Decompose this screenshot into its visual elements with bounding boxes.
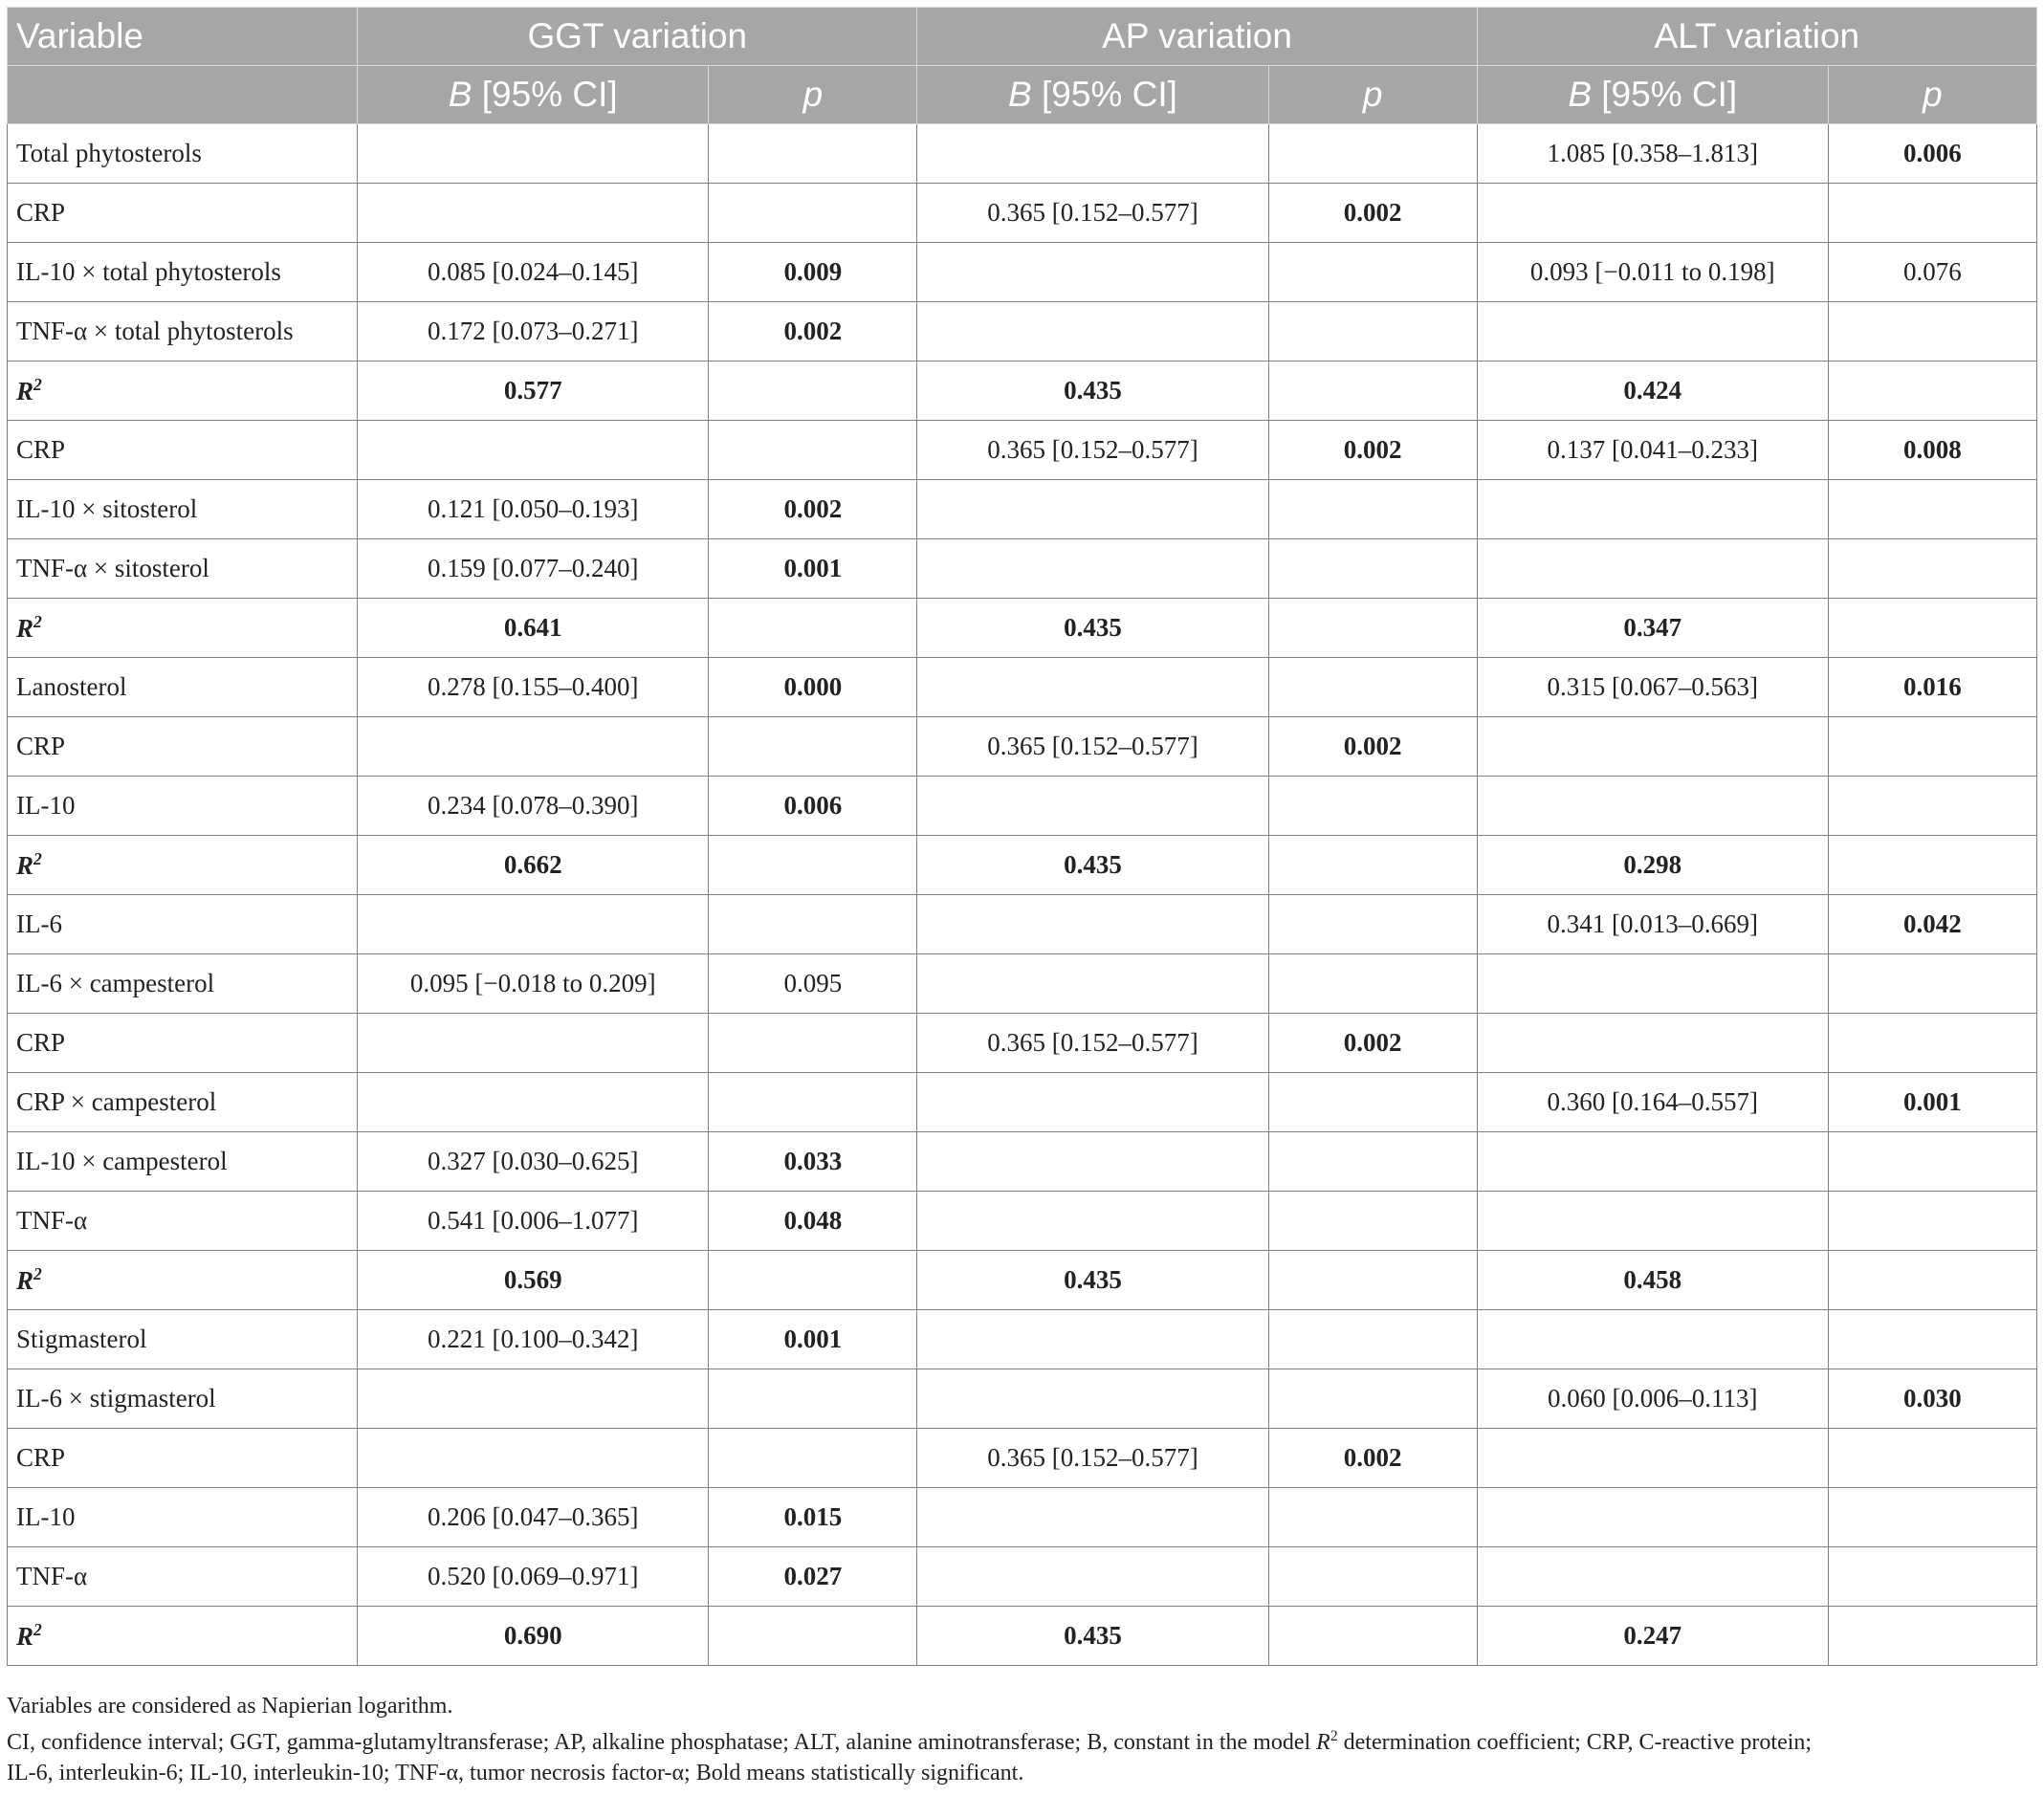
r-squared-value: 0.435 <box>917 1251 1268 1310</box>
row-label: CRP <box>8 717 358 777</box>
p-value-cell: 0.027 <box>709 1547 917 1607</box>
empty-cell <box>1828 1251 2036 1310</box>
p-value-cell: 0.048 <box>709 1192 917 1251</box>
row-label: CRP <box>8 1014 358 1073</box>
table-row <box>8 1132 2037 1192</box>
b-ci-cell: 0.278 [0.155–0.400] <box>358 658 709 717</box>
row-label <box>8 361 358 421</box>
r-squared-row <box>8 1607 2037 1666</box>
r-squared-value: 0.247 <box>1477 1607 1828 1666</box>
b-ci-cell <box>358 1429 709 1488</box>
alt-p-header <box>1828 66 2036 124</box>
row-label: IL-6 × stigmasterol <box>8 1369 358 1429</box>
header-row-stats <box>8 66 2037 124</box>
p-value-cell: 0.001 <box>709 539 917 599</box>
table-row <box>8 1488 2037 1547</box>
b-ci-cell: 0.365 [0.152–0.577] <box>917 1014 1268 1073</box>
p-value-cell <box>1828 1488 2036 1547</box>
r-squared-value: 0.458 <box>1477 1251 1828 1310</box>
p-value-cell <box>1828 480 2036 539</box>
r-squared-row <box>8 1251 2037 1310</box>
header-row-groups <box>8 8 2037 66</box>
empty-cell <box>1268 599 1477 658</box>
p-value-cell <box>709 895 917 954</box>
p-value-cell: 0.002 <box>1268 717 1477 777</box>
p-value-cell: 0.006 <box>1828 124 2036 184</box>
r-squared-value: 0.641 <box>358 599 709 658</box>
b-ci-cell <box>358 1014 709 1073</box>
r-symbol: R <box>16 1622 34 1651</box>
results-table-container <box>7 7 2037 1666</box>
r-squared-value: 0.569 <box>358 1251 709 1310</box>
row-label: CRP <box>8 184 358 243</box>
b-ci-cell: 0.137 [0.041–0.233] <box>1477 421 1828 480</box>
footnote-line-2 <box>7 1721 2037 1758</box>
b-ci-cell: 0.327 [0.030–0.625] <box>358 1132 709 1192</box>
ci-label: [95% CI] <box>472 75 618 114</box>
b-ci-cell <box>358 1369 709 1429</box>
p-value-cell <box>1828 1132 2036 1192</box>
p-value-cell <box>1828 1547 2036 1607</box>
p-value-cell <box>1828 302 2036 361</box>
b-ci-cell <box>917 480 1268 539</box>
table-row <box>8 421 2037 480</box>
p-value-cell <box>1828 954 2036 1014</box>
row-label: IL-10 × campesterol <box>8 1132 358 1192</box>
empty-cell <box>1268 1251 1477 1310</box>
b-ci-cell <box>1477 539 1828 599</box>
row-label: IL-10 <box>8 777 358 836</box>
row-label: Total phytosterols <box>8 124 358 184</box>
row-label: TNF-α <box>8 1192 358 1251</box>
table-row <box>8 954 2037 1014</box>
r-superscript: 2 <box>33 375 42 394</box>
b-ci-cell: 0.360 [0.164–0.557] <box>1477 1073 1828 1132</box>
b-ci-cell <box>1477 777 1828 836</box>
empty-cell <box>709 836 917 895</box>
empty-cell <box>1828 599 2036 658</box>
ci-label: [95% CI] <box>1592 75 1738 114</box>
b-symbol: B <box>1568 75 1592 114</box>
p-value-cell <box>709 1073 917 1132</box>
row-label: Lanosterol <box>8 658 358 717</box>
footnote-abbrev-text-cont: determination coefficient; CRP, C-reactive protein; <box>1337 1730 1813 1755</box>
r-squared-value: 0.435 <box>917 1607 1268 1666</box>
regression-table <box>7 7 2037 1666</box>
row-label <box>8 599 358 658</box>
r-squared-value: 0.424 <box>1477 361 1828 421</box>
r-squared-value: 0.435 <box>917 361 1268 421</box>
alt-variation-header: ALT variation <box>1477 8 2036 66</box>
p-value-cell: 0.076 <box>1828 243 2036 302</box>
p-value-cell <box>1828 184 2036 243</box>
p-value-cell <box>709 421 917 480</box>
r-superscript: 2 <box>33 1264 42 1283</box>
p-value-cell: 0.002 <box>1268 421 1477 480</box>
empty-cell <box>709 1607 917 1666</box>
footnote-line-3: IL-6, interleukin-6; IL-10, interleukin-10; TNF-α, tumor necrosis factor-α; Bold means statistically significant. <box>7 1761 1024 1785</box>
p-value-cell <box>1268 1132 1477 1192</box>
table-row <box>8 1073 2037 1132</box>
b-ci-cell <box>358 717 709 777</box>
table-body <box>8 124 2037 1666</box>
row-label: CRP <box>8 421 358 480</box>
r-squared-value: 0.435 <box>917 836 1268 895</box>
b-ci-cell: 0.365 [0.152–0.577] <box>917 717 1268 777</box>
b-ci-cell <box>358 895 709 954</box>
p-value-cell <box>709 1014 917 1073</box>
p-symbol: p <box>802 75 824 114</box>
p-value-cell <box>1268 302 1477 361</box>
p-value-cell <box>709 1429 917 1488</box>
p-value-cell: 0.006 <box>709 777 917 836</box>
table-row <box>8 1547 2037 1607</box>
b-ci-cell: 0.221 [0.100–0.342] <box>358 1310 709 1369</box>
ggt-b-ci-header <box>358 66 709 124</box>
b-ci-cell <box>358 421 709 480</box>
p-value-cell <box>1828 1014 2036 1073</box>
r-superscript: 2 <box>33 849 42 868</box>
row-label <box>8 1607 358 1666</box>
row-label: IL-10 × sitosterol <box>8 480 358 539</box>
row-label: TNF-α <box>8 1547 358 1607</box>
p-value-cell <box>1268 124 1477 184</box>
r-squared-value: 0.298 <box>1477 836 1828 895</box>
variable-header: Variable <box>8 8 358 66</box>
p-value-cell <box>1268 954 1477 1014</box>
p-value-cell <box>1828 1310 2036 1369</box>
b-ci-cell <box>917 777 1268 836</box>
b-ci-cell: 0.093 [−0.011 to 0.198] <box>1477 243 1828 302</box>
p-value-cell <box>1268 1369 1477 1429</box>
b-ci-cell: 1.085 [0.358–1.813] <box>1477 124 1828 184</box>
p-value-cell <box>709 1369 917 1429</box>
r-symbol: R <box>16 851 34 880</box>
p-value-cell <box>709 124 917 184</box>
table-row <box>8 1369 2037 1429</box>
b-ci-cell <box>1477 717 1828 777</box>
table-row <box>8 1429 2037 1488</box>
ap-variation-header: AP variation <box>917 8 1477 66</box>
p-value-cell: 0.001 <box>709 1310 917 1369</box>
empty-cell <box>1828 836 2036 895</box>
b-ci-cell <box>1477 1547 1828 1607</box>
b-ci-cell <box>1477 302 1828 361</box>
b-ci-cell: 0.159 [0.077–0.240] <box>358 539 709 599</box>
b-ci-cell: 0.365 [0.152–0.577] <box>917 421 1268 480</box>
b-ci-cell <box>917 1132 1268 1192</box>
r-squared-value: 0.662 <box>358 836 709 895</box>
table-row <box>8 895 2037 954</box>
b-ci-cell <box>917 124 1268 184</box>
b-ci-cell: 0.541 [0.006–1.077] <box>358 1192 709 1251</box>
p-symbol: p <box>1362 75 1383 114</box>
b-ci-cell <box>358 124 709 184</box>
r-squared-value: 0.435 <box>917 599 1268 658</box>
b-ci-cell: 0.234 [0.078–0.390] <box>358 777 709 836</box>
p-value-cell: 0.015 <box>709 1488 917 1547</box>
empty-cell <box>1828 1607 2036 1666</box>
b-ci-cell <box>917 302 1268 361</box>
p-value-cell <box>1828 777 2036 836</box>
table-header <box>8 8 2037 124</box>
p-value-cell <box>1828 539 2036 599</box>
b-ci-cell: 0.060 [0.006–0.113] <box>1477 1369 1828 1429</box>
b-ci-cell: 0.315 [0.067–0.563] <box>1477 658 1828 717</box>
p-value-cell <box>1268 1073 1477 1132</box>
r-superscript: 2 <box>33 1620 42 1639</box>
p-value-cell <box>1828 1192 2036 1251</box>
b-ci-cell <box>917 1488 1268 1547</box>
row-label: TNF-α × total phytosterols <box>8 302 358 361</box>
p-value-cell: 0.002 <box>709 480 917 539</box>
b-symbol: B <box>1008 75 1032 114</box>
table-footnotes <box>7 1691 2037 1788</box>
row-label: IL-10 <box>8 1488 358 1547</box>
p-value-cell <box>1268 539 1477 599</box>
r-symbol: R <box>16 377 34 405</box>
b-ci-cell: 0.365 [0.152–0.577] <box>917 184 1268 243</box>
b-ci-cell <box>917 895 1268 954</box>
r-squared-value: 0.347 <box>1477 599 1828 658</box>
b-ci-cell <box>358 184 709 243</box>
p-value-cell: 0.002 <box>1268 184 1477 243</box>
ap-b-ci-header <box>917 66 1268 124</box>
empty-cell <box>709 361 917 421</box>
row-label: Stigmasterol <box>8 1310 358 1369</box>
p-value-cell: 0.000 <box>709 658 917 717</box>
table-row <box>8 658 2037 717</box>
empty-cell <box>709 599 917 658</box>
b-ci-cell <box>1477 1429 1828 1488</box>
p-value-cell <box>709 717 917 777</box>
row-label: CRP <box>8 1429 358 1488</box>
variable-subheader-empty <box>8 66 358 124</box>
footnote-abbrev-text: CI, confidence interval; GGT, gamma-glutamyltransferase; AP, alkaline phosphatase; ALT, alanine aminotransferase; B, constant in the model <box>7 1730 1317 1755</box>
p-value-cell <box>1268 658 1477 717</box>
b-ci-cell: 0.172 [0.073–0.271] <box>358 302 709 361</box>
r-squared-row <box>8 836 2037 895</box>
p-value-cell <box>1268 777 1477 836</box>
b-ci-cell <box>1477 1192 1828 1251</box>
row-label: IL-6 × campesterol <box>8 954 358 1014</box>
table-row <box>8 124 2037 184</box>
table-row <box>8 302 2037 361</box>
b-ci-cell <box>917 539 1268 599</box>
row-label: IL-10 × total phytosterols <box>8 243 358 302</box>
p-value-cell: 0.009 <box>709 243 917 302</box>
b-ci-cell <box>917 1310 1268 1369</box>
b-ci-cell <box>1477 1132 1828 1192</box>
table-row <box>8 539 2037 599</box>
row-label <box>8 836 358 895</box>
p-value-cell <box>1828 717 2036 777</box>
footnote-r-symbol: R <box>1316 1730 1330 1755</box>
p-symbol: p <box>1923 75 1943 114</box>
b-ci-cell: 0.085 [0.024–0.145] <box>358 243 709 302</box>
r-symbol: R <box>16 1266 34 1295</box>
b-ci-cell <box>917 1192 1268 1251</box>
p-value-cell: 0.042 <box>1828 895 2036 954</box>
p-value-cell <box>1268 1310 1477 1369</box>
p-value-cell: 0.001 <box>1828 1073 2036 1132</box>
b-ci-cell <box>917 658 1268 717</box>
empty-cell <box>1268 1607 1477 1666</box>
row-label: TNF-α × sitosterol <box>8 539 358 599</box>
b-ci-cell: 0.341 [0.013–0.669] <box>1477 895 1828 954</box>
p-value-cell <box>1828 1429 2036 1488</box>
b-ci-cell <box>917 1547 1268 1607</box>
b-ci-cell: 0.095 [−0.018 to 0.209] <box>358 954 709 1014</box>
p-value-cell <box>1268 1488 1477 1547</box>
p-value-cell: 0.033 <box>709 1132 917 1192</box>
r-squared-row <box>8 599 2037 658</box>
table-row <box>8 184 2037 243</box>
ggt-variation-header: GGT variation <box>358 8 917 66</box>
b-ci-cell <box>917 1369 1268 1429</box>
alt-b-ci-header <box>1477 66 1828 124</box>
table-row <box>8 1192 2037 1251</box>
b-ci-cell <box>1477 480 1828 539</box>
table-row <box>8 1014 2037 1073</box>
r-squared-value: 0.690 <box>358 1607 709 1666</box>
r-squared-row <box>8 361 2037 421</box>
p-value-cell: 0.030 <box>1828 1369 2036 1429</box>
row-label: IL-6 <box>8 895 358 954</box>
b-ci-cell: 0.206 [0.047–0.365] <box>358 1488 709 1547</box>
ci-label: [95% CI] <box>1031 75 1177 114</box>
b-ci-cell <box>1477 954 1828 1014</box>
ap-p-header <box>1268 66 1477 124</box>
b-ci-cell <box>1477 1014 1828 1073</box>
p-value-cell <box>1268 1547 1477 1607</box>
p-value-cell <box>1268 243 1477 302</box>
table-row <box>8 243 2037 302</box>
p-value-cell <box>1268 480 1477 539</box>
r-superscript: 2 <box>33 612 42 631</box>
footnote-r-superscript: 2 <box>1330 1728 1338 1744</box>
b-ci-cell: 0.121 [0.050–0.193] <box>358 480 709 539</box>
p-value-cell: 0.016 <box>1828 658 2036 717</box>
footnote-line-1: Variables are considered as Napierian logarithm. <box>7 1694 453 1719</box>
ggt-p-header <box>709 66 917 124</box>
p-value-cell: 0.002 <box>1268 1429 1477 1488</box>
b-ci-cell <box>917 1073 1268 1132</box>
row-label: CRP × campesterol <box>8 1073 358 1132</box>
p-value-cell: 0.008 <box>1828 421 2036 480</box>
empty-cell <box>709 1251 917 1310</box>
b-ci-cell <box>1477 184 1828 243</box>
p-value-cell <box>1268 895 1477 954</box>
r-symbol: R <box>16 614 34 643</box>
b-ci-cell <box>1477 1488 1828 1547</box>
p-value-cell: 0.002 <box>709 302 917 361</box>
table-row <box>8 717 2037 777</box>
empty-cell <box>1828 361 2036 421</box>
table-row <box>8 1310 2037 1369</box>
table-row <box>8 777 2037 836</box>
b-ci-cell <box>1477 1310 1828 1369</box>
b-ci-cell <box>917 243 1268 302</box>
r-squared-value: 0.577 <box>358 361 709 421</box>
b-ci-cell <box>917 954 1268 1014</box>
b-ci-cell <box>358 1073 709 1132</box>
b-ci-cell: 0.520 [0.069–0.971] <box>358 1547 709 1607</box>
empty-cell <box>1268 836 1477 895</box>
p-value-cell: 0.002 <box>1268 1014 1477 1073</box>
b-symbol: B <box>448 75 473 114</box>
b-ci-cell: 0.365 [0.152–0.577] <box>917 1429 1268 1488</box>
row-label <box>8 1251 358 1310</box>
p-value-cell <box>709 184 917 243</box>
p-value-cell <box>1268 1192 1477 1251</box>
p-value-cell: 0.095 <box>709 954 917 1014</box>
table-row <box>8 480 2037 539</box>
empty-cell <box>1268 361 1477 421</box>
